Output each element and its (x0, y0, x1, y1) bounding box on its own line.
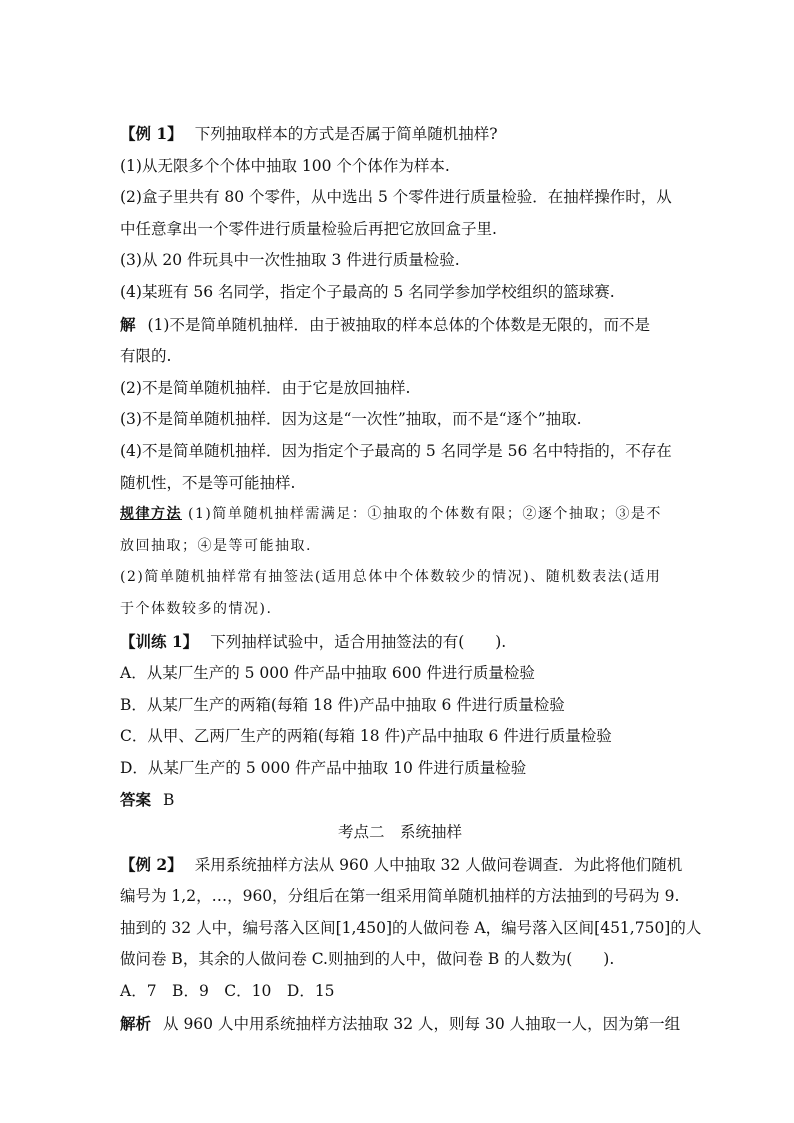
example-2-line: 编号为 1,2，…，960，分组后在第一组采用简单随机抽样的方法抽到的号码为 9. (120, 887, 680, 906)
example-2-question (120, 849, 683, 882)
training-1-option: B．从某厂生产的两箱(每箱 18 件)产品中抽取 6 件进行质量检验 (120, 695, 565, 714)
example-2-label: 【例 2】 (120, 854, 183, 874)
example-2-options: A．7 B．9 C．10 D．15 (120, 982, 335, 1001)
example-1-label: 【例 1】 (120, 124, 183, 143)
example-1-question (120, 118, 680, 151)
example-1-item: (3)从 20 件玩具中一次性抽取 3 件进行质量检验. (120, 251, 460, 270)
solution-1-text: (1)不是简单随机抽样．由于被抽取的样本总体的个体数是无限的，而不是 (147, 315, 650, 334)
training-1-question-text: 下列抽样试验中，适合用抽签法的有( ). (210, 632, 507, 651)
solution-1-line: 随机性，不是等可能抽样. (120, 473, 296, 492)
example-2-line: 做问卷 B，其余的人做问卷 C.则抽到的人中，做问卷 B 的人数为( ). (120, 950, 615, 969)
analysis-2-line (120, 1008, 680, 1041)
rule-method-label: 规律方法 (120, 506, 182, 523)
analysis-2-label: 解析 (120, 1013, 152, 1033)
solution-1-line: (3)不是简单随机抽样．因为这是“一次性”抽取，而不是“逐个”抽取. (120, 410, 582, 429)
section-2-title: 考点二 系统抽样 (337, 823, 462, 842)
solution-1-line (120, 309, 680, 342)
example-1-item: (4)某班有 56 名同学，指定个子最高的 5 名同学参加学校组织的篮球赛. (120, 282, 615, 301)
rule-method-text: (1)简单随机抽样需满足：①抽取的个体数有限；②逐个抽取；③是不 (188, 506, 662, 523)
answer-value: B (163, 791, 175, 810)
solution-1-label: 解 (120, 314, 136, 334)
rule-method-line: 放回抽取；④是等可能抽取. (120, 537, 312, 554)
solution-1-line: 有限的. (120, 347, 172, 366)
training-1-option: C．从甲、乙两厂生产的两箱(每箱 18 件)产品中抽取 6 件进行质量检验 (120, 727, 612, 746)
example-2-text: 采用系统抽样方法从 960 人中抽取 32 人做问卷调查．为此将他们随机 (194, 855, 683, 874)
example-1-item: 中任意拿出一个零件进行质量检验后再把它放回盒子里. (120, 219, 497, 238)
solution-1-line: (4)不是简单随机抽样．因为指定个子最高的 5 名同学是 56 名中特指的，不存在 (120, 441, 672, 460)
example-2-line: 抽到的 32 人中，编号落入区间[1,450]的人做问卷 A，编号落入区间[451,750]的人 (120, 918, 702, 937)
rule-method-line (120, 499, 680, 531)
training-1-answer (120, 784, 680, 817)
example-1-item: (2)盒子里共有 80 个零件，从中选出 5 个零件进行质量检验．在抽样操作时，从 (120, 188, 672, 207)
answer-label: 答案 (120, 790, 152, 810)
analysis-2-text: 从 960 人中用系统抽样方法抽取 32 人，则每 30 人抽取一人，因为第一组 (163, 1014, 681, 1033)
rule-method-line: (2)简单随机抽样常有抽签法(适用总体中个体数较少的情况)、随机数表法(适用 (120, 569, 662, 586)
example-1-item: (1)从无限多个个体中抽取 100 个个体作为样本. (120, 156, 450, 175)
training-1-question (120, 626, 680, 659)
training-1-option: A．从某厂生产的 5 000 件产品中抽取 600 件进行质量检验 (120, 664, 535, 683)
rule-method-line: 于个体数较多的情况). (120, 600, 273, 617)
training-1-option: D．从某厂生产的 5 000 件产品中抽取 10 件进行质量检验 (120, 758, 527, 777)
document-page (120, 118, 702, 1040)
solution-1-line: (2)不是简单随机抽样．由于它是放回抽样. (120, 378, 411, 397)
training-1-label: 【训练 1】 (120, 631, 199, 651)
example-1-question-text: 下列抽取样本的方式是否属于简单随机抽样? (194, 125, 498, 143)
